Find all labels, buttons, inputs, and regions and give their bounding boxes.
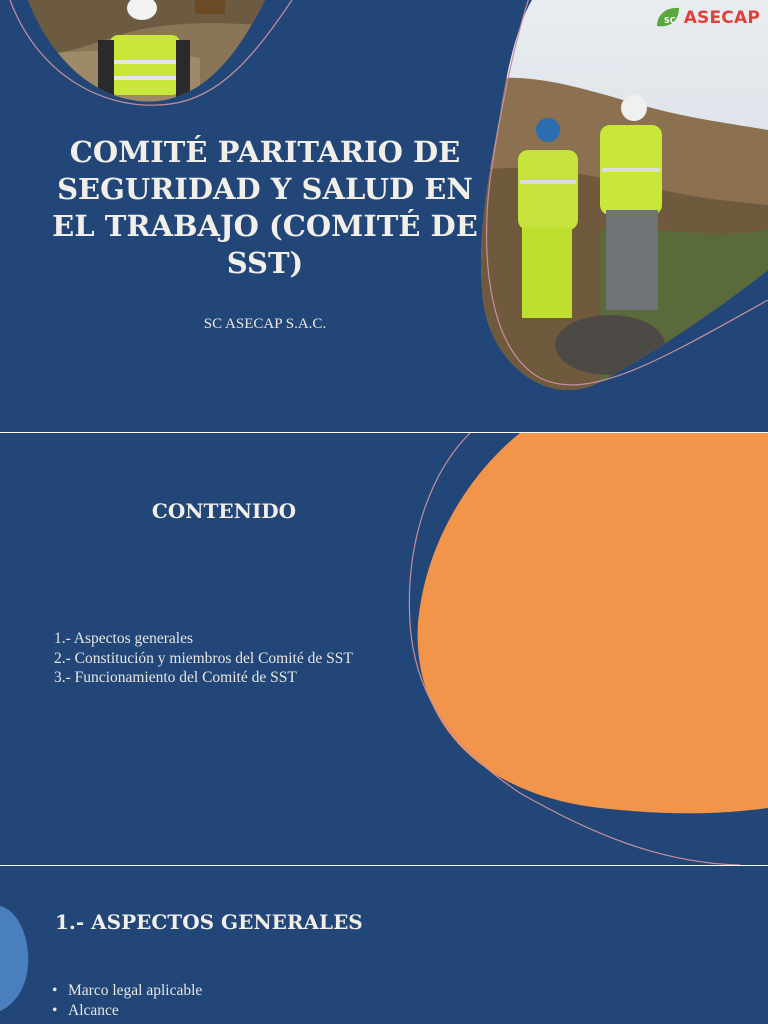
bullet-text: Marco legal aplicable [68, 982, 203, 999]
contents-heading: CONTENIDO [151, 499, 297, 523]
title-slide [0, 0, 768, 432]
section-slide [0, 866, 768, 1024]
workers-photo-large [470, 0, 768, 420]
list-item: 2.- Constitución y miembros del Comité de SST [54, 649, 353, 667]
presentation-subtitle: SC ASECAP S.A.C. [203, 316, 327, 332]
workers-photo-small [0, 0, 300, 120]
leaf-icon [655, 6, 681, 30]
contents-list [54, 629, 353, 688]
bullet-list [52, 981, 202, 1020]
list-item: 1.- Aspectos generales [54, 630, 194, 647]
list-item: • Alcance [52, 1001, 119, 1019]
bullet-text: Alcance [68, 1001, 119, 1019]
list-item: • Marco legal aplicable [52, 982, 203, 999]
contents-slide [0, 433, 768, 865]
list-item: 3.- Funcionamiento del Comité de SST [54, 669, 297, 686]
section-heading: 1.- ASPECTOS GENERALES [55, 910, 363, 934]
logo-name: ASECAP [683, 8, 760, 28]
asecap-logo [655, 6, 760, 30]
svg-text:SC: SC [663, 16, 676, 25]
presentation-title: COMITÉ PARITARIO DE SEGURIDAD Y SALUD EN EL TRABAJO (COMITÉ DE SST) [52, 135, 478, 280]
